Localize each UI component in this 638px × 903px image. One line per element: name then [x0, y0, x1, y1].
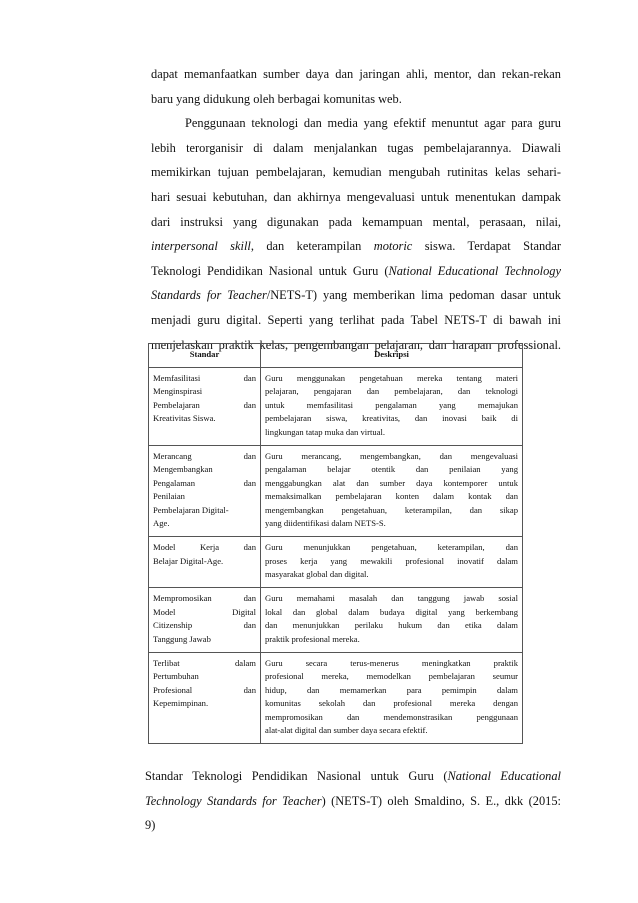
italic-term: Standards for Teacher	[151, 288, 267, 303]
caption-line: 9)	[145, 818, 156, 833]
cell-line: Pembelajaran dan	[153, 399, 256, 410]
cell-line: memaksimalkan pembelajaran konten dalam kontak dan	[265, 491, 518, 502]
cell-line: untuk memfasilitasi pengalaman yang memajukan	[265, 399, 518, 410]
italic-term: Technology Standards for Teacher	[145, 793, 322, 808]
cell-line: pelajaran, pengajaran dan pembelajaran, dan teknologi	[265, 386, 518, 397]
text-run: , dan keterampilan	[250, 239, 374, 254]
cell-line: Model Digital	[153, 606, 256, 617]
cell-line: Pertumbuhan	[153, 671, 199, 682]
text-line: menjelaskan praktik kelas, pengembangan pelajaran, dan harapan professional.	[151, 337, 561, 352]
italic-term: interpersonal skill	[151, 239, 251, 254]
deskripsi-cell	[261, 368, 523, 446]
text-run: siswa. Terdapat Standar	[412, 239, 561, 254]
text-run: Standar Teknologi Pendidikan Nasional untuk Guru (	[145, 769, 448, 783]
cell-line: Model Kerja dan	[153, 542, 256, 553]
italic-term: National Educational Technology	[388, 263, 561, 278]
standar-cell	[149, 445, 261, 536]
deskripsi-cell	[261, 653, 523, 744]
table-row	[149, 653, 523, 744]
cell-line: praktik profesional mereka.	[265, 633, 360, 644]
cell-line: lingkungan tatap muka dan virtual.	[265, 426, 386, 437]
table-row	[149, 368, 523, 446]
cell-line: hidup, dan memamerkan para pemimpin dalam	[265, 684, 518, 695]
standar-cell	[149, 588, 261, 653]
text-line: menjadi guru digital. Seperti yang terlihat pada Tabel NETS-T di bawah ini	[151, 312, 561, 327]
column-header-deskripsi: Deskripsi	[261, 344, 523, 368]
cell-line: masyarakat global dan digital.	[265, 569, 369, 580]
standar-cell	[149, 537, 261, 588]
cell-line: Mengembangkan	[153, 464, 213, 475]
cell-line: mempromosikan dan mendemonstrasikan penggunaan	[265, 711, 518, 722]
text-run: /NETS-T) yang memberikan lima pedoman dasar untuk	[266, 288, 561, 303]
text-run: ) (NETS-T) oleh Smaldino, S. E., dkk (2015:	[321, 793, 561, 808]
cell-line: pengalaman belajar otentik dan penilaian yang	[265, 464, 518, 475]
cell-line: Terlibat dalam	[153, 658, 256, 669]
text-line: memikirkan tujuan pembelajaran, kemudian mengubah rutinitas kelas sehari-	[151, 165, 561, 180]
cell-line: Kepemimpinan.	[153, 698, 209, 709]
cell-line: alat-alat digital dan sumber daya secara efektif.	[265, 724, 428, 735]
text-line	[151, 259, 561, 284]
cell-line: Guru secara terus-menerus meningkatkan praktik	[265, 658, 518, 669]
table-row	[149, 588, 523, 653]
cell-line: komunitas sekolah dan profesional mereka dengan	[265, 698, 518, 709]
cell-line: Age.	[153, 517, 170, 528]
deskripsi-cell	[261, 445, 523, 536]
cell-line: Memfasilitasi dan	[153, 373, 256, 383]
cell-line: Mempromosikan dan	[153, 593, 256, 604]
cell-line: proses kerja yang mewakili profesional inovatif dalam	[265, 555, 518, 566]
table-row	[149, 445, 523, 536]
cell-line: Merancang dan	[153, 450, 256, 461]
text-line: baru yang didukung oleh berbagai komunitas web.	[151, 91, 402, 106]
standar-cell	[149, 653, 261, 744]
caption-line	[145, 789, 561, 814]
cell-line: lokal dan global dalam budaya digital yang berkembang	[265, 606, 518, 617]
italic-term: motoric	[373, 239, 413, 254]
cell-line: Guru merancang, mengembangkan, dan mengevaluasi	[265, 450, 518, 461]
cell-line: Citizenship dan	[153, 620, 256, 631]
cell-line: Guru menggunakan pengetahuan mereka tentang materi	[265, 373, 518, 383]
paragraph-first-line: Penggunaan teknologi dan media yang efektif menuntut agar para guru	[185, 116, 561, 131]
text-line: dari instruksi yang digunakan pada kemampuan mental, perasaan, nilai,	[151, 214, 561, 229]
text-run: Teknologi Pendidikan Nasional untuk Guru (	[151, 263, 389, 278]
text-line	[151, 234, 561, 259]
table-header-row	[149, 344, 523, 368]
body-text	[151, 62, 561, 357]
cell-line: profesional mereka, memodelkan pembelajaran seumur	[265, 671, 518, 682]
cell-line: pembelajaran siswa, kreativitas, dan inovasi baik di	[265, 413, 518, 424]
cell-line: Guru memahami masalah dan tanggung jawab sosial	[265, 593, 518, 604]
caption-line	[145, 764, 561, 789]
deskripsi-cell	[261, 537, 523, 588]
cell-line: Menginspirasi	[153, 386, 203, 397]
cell-line: Profesional dan	[153, 684, 256, 695]
text-line: lebih terorganisir di dalam menjalankan tugas pembelajarannya. Diawali	[151, 140, 561, 155]
cell-line: menggabungkan alat dan sumber daya kontemporer untuk	[265, 477, 518, 488]
cell-line: Belajar Digital-Age.	[153, 555, 224, 566]
cell-line: Penilaian	[153, 491, 185, 502]
italic-term: National Educational	[447, 769, 561, 783]
table-row	[149, 537, 523, 588]
cell-line: yang diidentifikasi dalam NETS-S.	[265, 517, 386, 528]
cell-line: mengembangkan pengetahuan, keterampilan, dan sikap	[265, 504, 518, 515]
column-header-standar: Standar	[149, 344, 261, 368]
cell-line: Kreativitas Siswa.	[153, 413, 216, 424]
table-caption	[145, 764, 561, 838]
deskripsi-cell	[261, 588, 523, 653]
cell-line: Guru menunjukkan pengetahuan, keterampilan, dan	[265, 542, 518, 553]
text-line	[151, 283, 561, 308]
text-line: hari sesuai kebutuhan, dan akhirnya mengevaluasi untuk menentukan dampak	[151, 189, 561, 204]
cell-line: Pembelajaran Digital-	[153, 504, 229, 515]
cell-line: Tanggung Jawab	[153, 633, 211, 644]
standar-cell	[149, 368, 261, 446]
cell-line: Pengalaman dan	[153, 477, 256, 488]
text-line: dapat memanfaatkan sumber daya dan jaringan ahli, mentor, dan rekan-rekan	[151, 67, 561, 81]
nets-t-table	[148, 343, 523, 744]
cell-line: dan menunjukkan perilaku hukum dan etika dalam	[265, 620, 518, 631]
